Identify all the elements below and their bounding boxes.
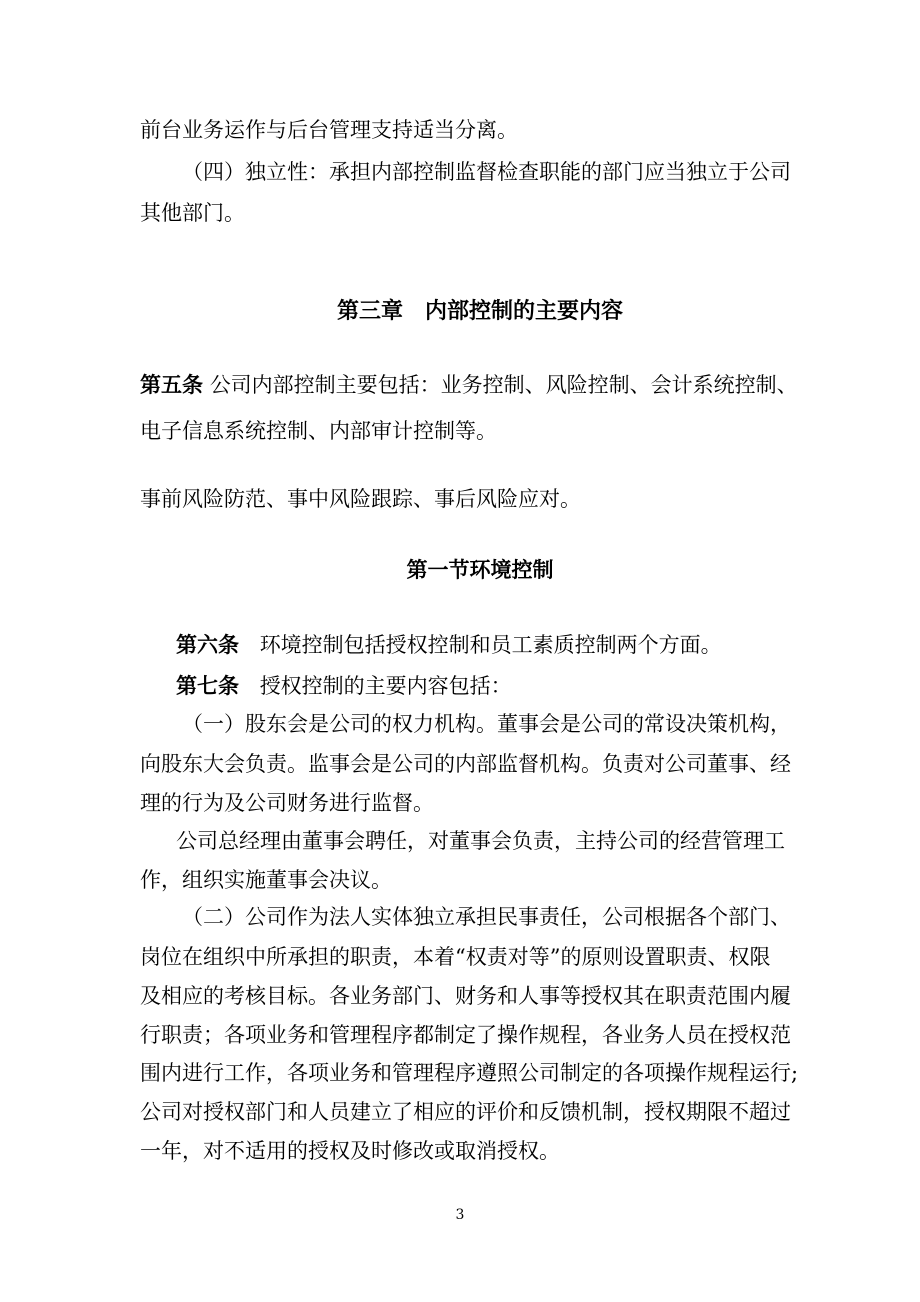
paragraph-line: 围内进行工作，各项业务和管理程序遵照公司制定的各项操作规程运行;: [140, 1061, 799, 1085]
paragraph-line: 向股东大会负责。监事会是公司的内部监督机构。负责对公司董事、经: [140, 752, 791, 776]
paragraph-line: 行职责；各项业务和管理程序都制定了操作规程，各业务人员在授权范: [140, 1023, 791, 1047]
section-title: 第一节环境控制: [406, 557, 554, 582]
page-number: 3: [455, 1207, 465, 1223]
article-5-label: 第五条: [140, 372, 203, 397]
paragraph-line: （四）独立性：承担内部控制监督检查职能的部门应当独立于公司: [182, 160, 791, 184]
article-5-text: 公司内部控制主要包括：业务控制、风险控制、会计系统控制、: [209, 373, 798, 397]
paragraph-line: 其他部门。: [140, 201, 245, 225]
article-6-text: 环境控制包括授权控制和员工素质控制两个方面。: [259, 633, 722, 657]
paragraph-line: （二）公司作为法人实体独立承担民事责任，公司根据各个部门、: [182, 905, 791, 929]
article-6-label: 第六条: [176, 632, 239, 657]
chapter-title: 第三章 内部控制的主要内容: [336, 298, 623, 324]
paragraph-line: 岗位在组织中所承担的职责，本着“权责对等”的原则设置职责、权限: [140, 945, 771, 969]
paragraph-line: 公司对授权部门和人员建立了相应的评价和反馈机制，授权期限不超过: [140, 1100, 791, 1124]
paragraph-line: （一）股东会是公司的权力机构。董事会是公司的常设决策机构，: [182, 712, 791, 736]
paragraph-line: 前台业务运作与后台管理支持适当分离。: [140, 118, 518, 142]
article-5-line: [140, 371, 820, 399]
paragraph-line: 公司总经理由董事会聘任，对董事会负责，主持公司的经营管理工: [176, 829, 785, 853]
paragraph-line: 电子信息系统控制、内部审计控制等。: [140, 419, 497, 443]
paragraph-line: 一年，对不适用的授权及时修改或取消授权。: [140, 1139, 560, 1163]
paragraph-line: 及相应的考核目标。各业务部门、财务和人事等授权其在职责范围内履: [140, 984, 791, 1008]
paragraph-line: 作，组织实施董事会决议。: [140, 868, 392, 892]
article-6-line: [140, 631, 820, 659]
paragraph-line: 事前风险防范、事中风险跟踪、事后风险应对。: [140, 487, 581, 511]
article-7-text: 授权控制的主要内容包括：: [259, 674, 512, 698]
article-7-label: 第七条: [176, 673, 239, 698]
article-7-line: [140, 672, 820, 700]
paragraph-line: 理的行为及公司财务进行监督。: [140, 791, 434, 815]
